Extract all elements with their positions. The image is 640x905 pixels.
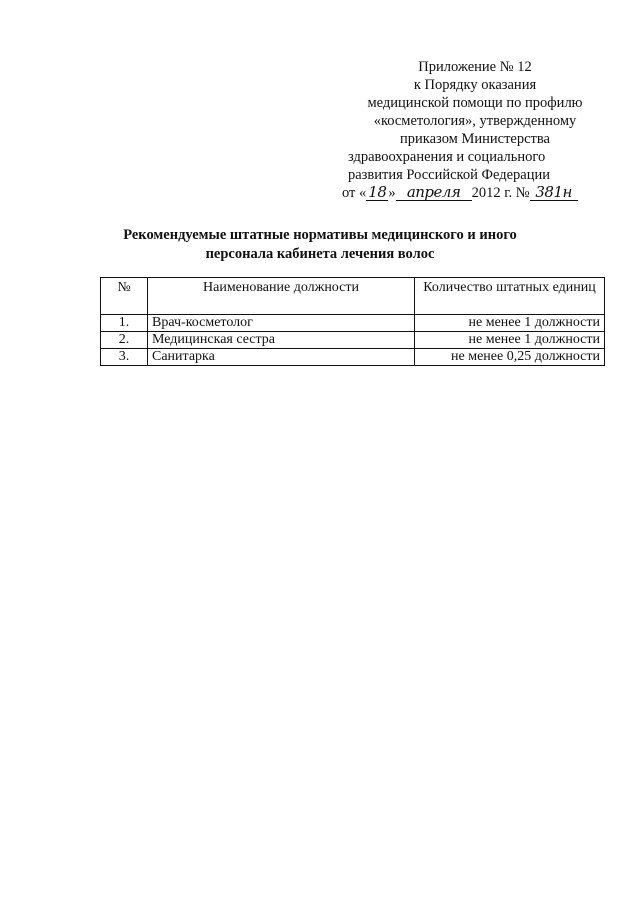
table-row [101,332,605,349]
row-quantity: не менее 1 должности [415,315,605,332]
handwritten-order-number: 381н [530,185,578,201]
date-year: 2012 г. № [471,185,530,201]
header-quantity: Количество штатных единиц [415,278,605,315]
document-title [60,226,580,264]
table-header-row [101,278,605,315]
annex-ministry-cont: здравоохранения и социального [348,149,546,165]
row-num: 2. [101,332,148,349]
annex-header [340,58,610,202]
row-position: Врач-косметолог [148,315,415,332]
table-row [101,315,605,332]
header-position: Наименование должности [148,278,415,315]
handwritten-day: 18 [368,183,387,201]
row-position: Медицинская сестра [148,332,415,349]
handwritten-month: апреля [396,185,472,201]
staffing-table [100,277,605,366]
table-row [101,349,605,366]
annex-ministry-country: развития Российской Федерации [348,167,550,183]
title-line-1: Рекомендуемые штатные нормативы медицинского и иного [123,227,517,243]
date-mid: » [388,185,396,201]
row-num: 1. [101,315,148,332]
row-quantity: не менее 1 должности [415,332,605,349]
annex-number: Приложение № 12 [418,59,532,75]
annex-ministry: приказом Министерства [400,131,550,147]
title-line-2: персонала кабинета лечения волос [205,246,435,262]
header-num: № [101,278,148,315]
date-prefix: от « [342,185,367,201]
annex-profile: медицинской помощи по профилю [367,95,583,111]
annex-order-ref: к Порядку оказания [413,77,537,93]
row-num: 3. [101,349,148,366]
row-quantity: не менее 0,25 должности [415,349,605,366]
annex-date-line [340,184,610,202]
row-position: Санитарка [148,349,415,366]
annex-approved: «косметология», утвержденному [373,113,577,129]
